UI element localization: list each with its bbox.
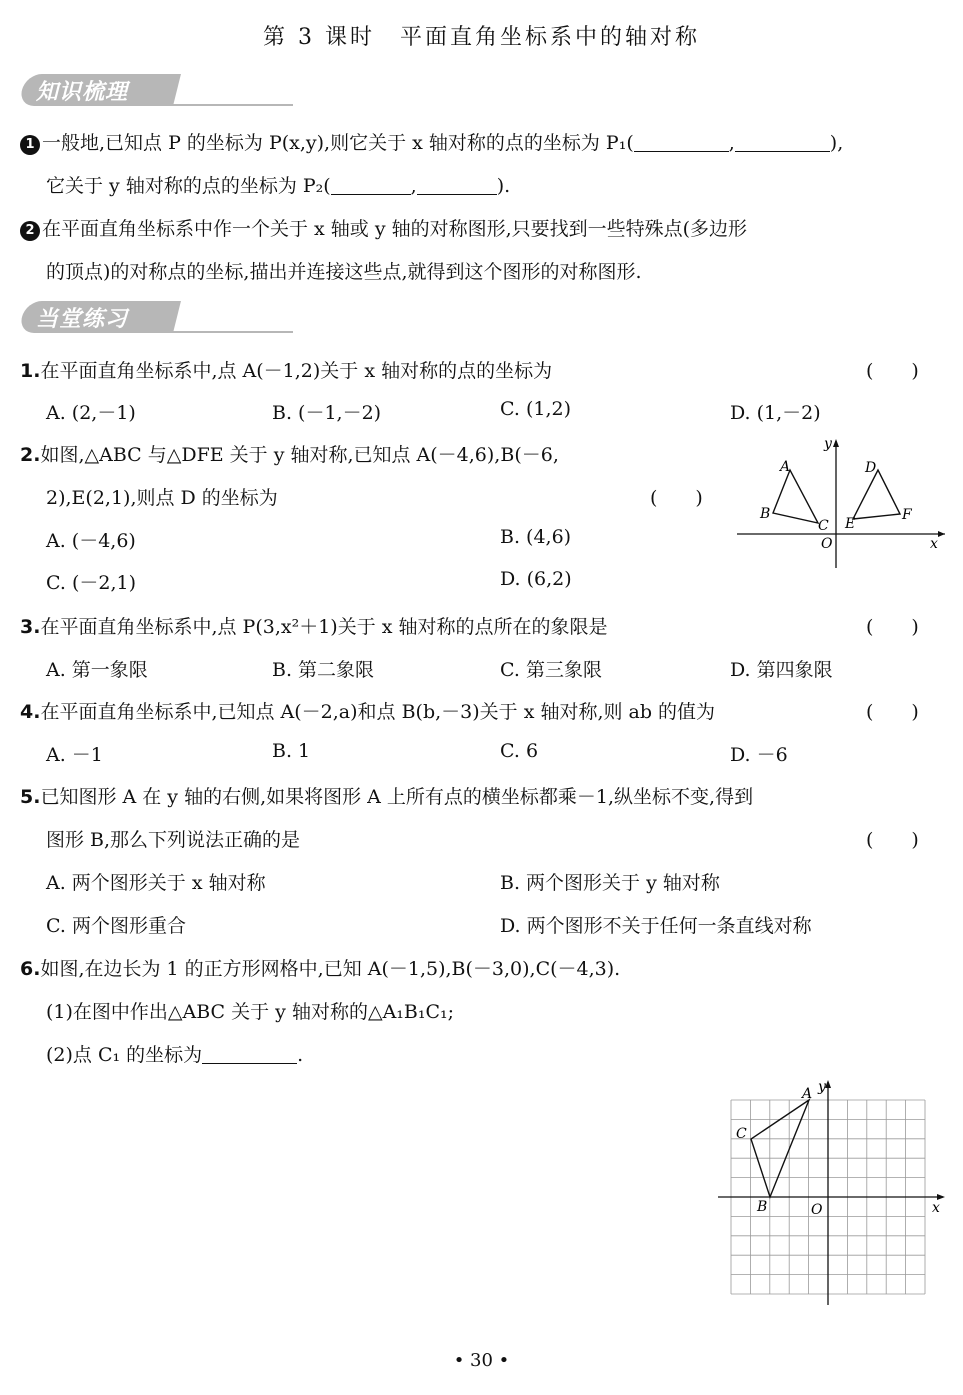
option-a[interactable]: A. 两个图形关于 x 轴对称 (46, 872, 266, 894)
page-title: 第 3 课时 平面直角坐标系中的轴对称 (263, 25, 700, 50)
label-d: D (865, 460, 877, 476)
label-b: B (760, 506, 771, 522)
answer-blank[interactable] (331, 176, 411, 195)
option-d[interactable]: D. －6 (730, 744, 788, 766)
section-title: 知识梳理 (36, 80, 129, 105)
question-6-sub-1: (1)在图中作出△ABC 关于 y 轴对称的△A₁B₁C₁; (46, 1001, 455, 1023)
label-e: E (845, 516, 856, 532)
option-c[interactable]: C. 第三象限 (500, 659, 602, 681)
option-d[interactable]: D. (1,－2) (730, 402, 821, 424)
option-a[interactable]: A. 第一象限 (46, 659, 148, 681)
section-title: 当堂练习 (36, 307, 129, 332)
label-f: F (902, 507, 912, 523)
option-b[interactable]: B. 1 (272, 740, 311, 762)
knowledge-1-line-1: 1 一般地,已知点 P 的坐标为 P(x,y),则它关于 x 轴对称的点的坐标为 P₁( , ), (20, 128, 843, 155)
question-2-stem-line-2: 2),E(2,1),则点 D 的坐标为 (46, 487, 278, 509)
question-6-stem: 6.如图,在边长为 1 的正方形网格中,已知 A(－1,5),B(－3,0),C(－4,3). (20, 958, 621, 980)
option-c[interactable]: C. 两个图形重合 (46, 915, 186, 937)
option-d[interactable]: D. 两个图形不关于任何一条直线对称 (500, 915, 812, 937)
option-d[interactable]: D. (6,2) (500, 568, 572, 590)
question-3-stem: 3.在平面直角坐标系中,点 P(3,x²＋1)关于 x 轴对称的点所在的象限是 (20, 616, 608, 638)
option-b[interactable]: B. 两个图形关于 y 轴对称 (500, 872, 720, 894)
number-2-icon: 2 (20, 221, 40, 241)
option-a[interactable]: A. (2,－1) (46, 402, 136, 424)
figure-q6-grid (715, 1075, 950, 1310)
option-b[interactable]: B. 第二象限 (272, 659, 375, 681)
label-b: B (757, 1199, 768, 1215)
number-1-icon: 1 (20, 135, 40, 155)
answer-blank[interactable] (417, 176, 497, 195)
answer-paren[interactable]: ( ) (866, 616, 919, 638)
answer-blank[interactable] (634, 133, 729, 152)
label-y-axis: y (818, 1079, 826, 1095)
answer-blank[interactable] (202, 1045, 297, 1064)
answer-paren[interactable]: ( ) (866, 701, 919, 723)
option-c[interactable]: C. 6 (500, 740, 539, 762)
option-a[interactable]: A. (－4,6) (46, 530, 136, 552)
label-origin: O (811, 1202, 823, 1218)
question-1-stem: 1.在平面直角坐标系中,点 A(－1,2)关于 x 轴对称的点的坐标为 (20, 360, 553, 382)
option-c[interactable]: C. (1,2) (500, 398, 571, 420)
label-c: C (818, 518, 829, 534)
option-b[interactable]: B. (4,6) (500, 526, 572, 548)
question-5-stem-line-2: 图形 B,那么下列说法正确的是 (46, 829, 301, 851)
option-b[interactable]: B. (－1,－2) (272, 402, 382, 424)
answer-blank[interactable] (735, 133, 830, 152)
answer-paren[interactable]: ( ) (650, 487, 703, 509)
label-origin: O (821, 536, 833, 552)
label-y-axis: y (824, 436, 832, 452)
figure-q2 (735, 435, 950, 570)
knowledge-1-line-2: 它关于 y 轴对称的点的坐标为 P₂( , ). (46, 175, 511, 197)
answer-paren[interactable]: ( ) (866, 360, 919, 382)
question-6-sub-2: (2)点 C₁ 的坐标为 . (46, 1044, 304, 1066)
option-d[interactable]: D. 第四象限 (730, 659, 833, 681)
label-x-axis: x (932, 1200, 940, 1216)
knowledge-2-line-2: 的顶点)的对称点的坐标,描出并连接这些点,就得到这个图形的对称图形. (46, 261, 642, 283)
label-a: A (802, 1086, 813, 1102)
label-c: C (736, 1126, 747, 1142)
knowledge-2-line-1: 2 在平面直角坐标系中作一个关于 x 轴或 y 轴的对称图形,只要找到一些特殊点(多边形 (20, 214, 747, 241)
option-c[interactable]: C. (－2,1) (46, 572, 136, 594)
label-a: A (780, 459, 791, 475)
answer-paren[interactable]: ( ) (866, 829, 919, 851)
page-number: • 30 • (453, 1350, 510, 1371)
label-x-axis: x (930, 536, 938, 552)
question-5-stem-line-1: 5.已知图形 A 在 y 轴的右侧,如果将图形 A 上所有点的横坐标都乘－1,纵坐标不变,得到 (20, 786, 754, 808)
question-2-stem-line-1: 2.如图,△ABC 与△DFE 关于 y 轴对称,已知点 A(－4,6),B(－6, (20, 444, 559, 466)
option-a[interactable]: A. －1 (46, 744, 103, 766)
question-4-stem: 4.在平面直角坐标系中,已知点 A(－2,a)和点 B(b,－3)关于 x 轴对称,则 ab 的值为 (20, 701, 716, 723)
